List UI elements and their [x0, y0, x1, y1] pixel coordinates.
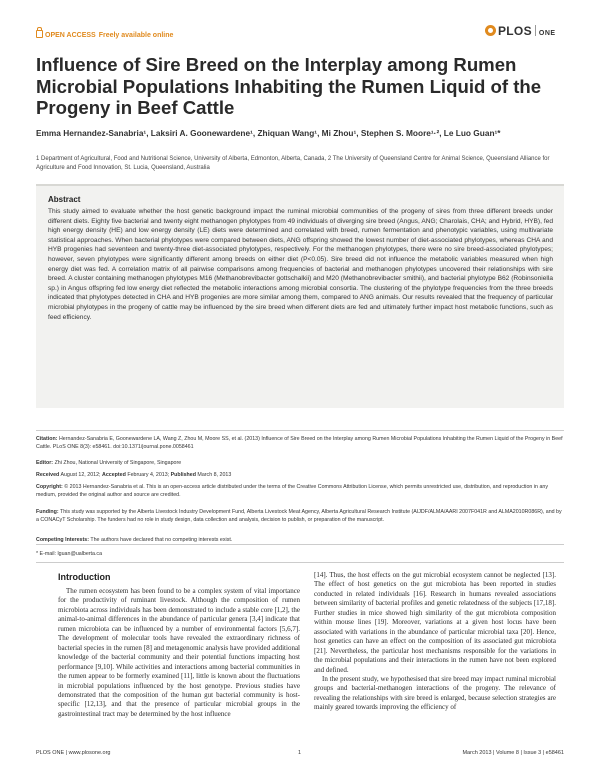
journal-suffix: ONE [538, 30, 556, 37]
open-access-label: OPEN ACCESS [45, 32, 96, 39]
copyright-text: © 2013 Hernandez-Sanabria et al. This is an open-access article distributed under the terms of the Creative Commons Attribution License, which permits unrestricted use, distribution, and reproduction in any medium, provided the original author and source are credited. [36, 484, 548, 498]
abstract-box [36, 184, 564, 408]
citation-text: Hernandez-Sanabria E, Goonewardene LA, Wang Z, Zhou M, Moore SS, et al. (2013) Influence of Sire Breed on the Interplay among Rumen Microbial Populations Inhabiting the Rumen Liquid of the Progeny in Beef Cattle. PLoS ONE 8(3): e58461. doi:10.1371/journal.pone.0058461 [36, 436, 563, 450]
plos-one-logo[interactable] [485, 22, 569, 36]
body-column-right [314, 571, 556, 713]
funding-label: Funding: [36, 509, 59, 515]
editor-label: Editor: [36, 460, 54, 466]
editor-text: Zhi Zhou, National University of Singapore, Singapore [54, 460, 182, 466]
open-access-banner[interactable] [36, 30, 173, 39]
logo-divider [535, 25, 536, 36]
footer-issue: March 2013 | Volume 8 | Issue 3 | e58461 [462, 750, 564, 756]
published-date: March 8, 2013 [197, 472, 232, 478]
author-list: Emma Hernandez-Sanabria¹, Laksiri A. Goonewardene¹, Zhiquan Wang¹, Mi Zhou¹, Stephen S. Moore¹·², Le Luo Guan¹* [36, 128, 501, 138]
divider [36, 430, 564, 431]
published-label: Published [170, 472, 196, 478]
article-title: Influence of Sire Breed on the Interplay among Rumen Microbial Populations Inhabiting the Rumen Liquid of the Progeny in Beef Cattle [36, 54, 542, 118]
competing-label: Competing Interests: [36, 537, 89, 543]
divider [36, 562, 564, 563]
paragraph: [14]. Thus, the host effects on the gut microbial ecosystem cannot be neglected [13]. The effect of host genetics on the gut microbiota has been reported in studies conducted in related individuals [16]. Research in humans revealed associations between similarity of bacterial profiles and genetic relatedness of the subjects [17,18]. Further studies in mice showed high similarity of the gut microbiota composition within mouse lines [19]. Moreover, variations at a given host locus have been associated with variations in the abundance of particular microbial taxa [20]. Hence, host genetics can have an effect on the composition of its associated gut microbiota [21]. Nevertheless, the particular host mechanisms responsible for the variations in the microbial populations and their interactions in the rumen have not been explored and defined. [314, 571, 556, 674]
paragraph: The rumen ecosystem has been found to be a complex system of vital importance for the productivity of ruminant livestock. Although the composition of rumen microbiota across individuals has been demonstrated to include a stable core [1,2], the animal-to-animal differences in the abundance of particular genera [3,4] indicate that rumen microbiota can be influenced by a number of environmental factors [5,6,7]. The development of molecular tools have revealed the extraordinary richness of bacterial species in the rumen [8] and metagenomic analysis have provided additional knowledge of the bacterial community and their potential functions impacting host performance [9,10]. While activities and interactions among bacterial communities in the rumen appear to be formerly examined [11], little is known about the fluctuations in microbial populations influenced by the host genotype. Previous studies have demonstrated that the composition of the human gut bacterial community is host-specific [12,13], and that the presence of particular microbial groups in the gastrointestinal tract may be determined by the host influence [58, 587, 300, 718]
copyright-label: Copyright: [36, 484, 63, 490]
abstract-text: This study aimed to evaluate whether the host genetic background impact the ruminal microbial communities of the progeny of sires from three different breeds under different diets. Eighty five bacterial and twenty eight methanogen phylotypes from 49 individuals of diverging sire breed (Angus, ANG; Charolais, CHA; and Hybrid, HYB), fed high energy density (HE) and low energy density (LE) diets were determined and correlated with breed, rumen fermentation and phenotypic variables, using multivariate statistical approaches. When bacterial phylotypes were compared between diets, ANG offspring showed the lowest number of diet-associated phylotypes, whereas CHA and HYB progenies had seventeen and twenty-three diet-associated phylotypes, respectively. For the methanogen phylotypes, there were no sire breed-associated phylotypes; however, seven phylotypes were significantly different among breeds on either diet (P<0.05). Sire breed did not influence the metabolic variables measured when high energy diet was fed. A correlation matrix of all pairwise comparisons among frequencies of bacterial and methanogen phylotypes uncovered their relationships with sire breed. A cluster containing methanogen phylotypes M16 (Methanobrevibacter gottschalkii) and M20 (Methanobrevibacter smithii), and bacterial phylotype B62 (Robinsoniella sp.) in Angus offspring fed low energy diet reflected the metabolic interactions among microbial consortia. The clustering of the phylotype frequencies from the three breeds indicated that phylotypes detected in CHA and HYB progenies are more similar among them, compared to ANG animals. Our results revealed that the frequency of particular microbial phylotypes in the progeny of cattle may be influenced by the sire breed when different diets are fed and ultimately further impact host metabolic functions, such as feed efficiency. [48, 208, 553, 321]
received-label: Received [36, 472, 60, 478]
competing-text: The authors have declared that no competing interests exist. [90, 537, 233, 543]
page-number: 1 [298, 750, 302, 756]
affiliations: 1 Department of Agricultural, Food and Nutritional Science, University of Alberta, Edmonton, Alberta, Canada, 2 The University of Queensland Centre for Animal Science, Queensland Alliance for Agriculture and Food Innovation, St. Lucia, Queensland, Australia [36, 156, 550, 171]
corresponding-email[interactable]: * E-mail: lguan@ualberta.ca [36, 551, 103, 557]
copyright [36, 484, 564, 500]
journal-name: PLOS [498, 24, 532, 38]
paragraph: In the present study, we hypothesised that sire breed may impact ruminal microbial groups and bacterial-methanogen interactions of the progeny. The relevance of revealing the relationships with sire breed is enlarged, because selection strategies are mainly geared towards improving the efficiency of [314, 674, 556, 712]
footer-journal[interactable]: PLOS ONE | www.plosone.org [36, 750, 111, 756]
funding-text: This study was supported by the Alberta Livestock Industry Development Fund, Alberta Livestock Meat Agency, Alberta Agricultural Research Institute (AIJDF/ALMA/AARI 2007F041R and ALMA2010R086R), and by a CONACyT Scholarship. The funders had no role in study design, data collection and analysis, decision to publish, or preparation of the manuscript. [36, 509, 562, 523]
accepted-label: Accepted [102, 472, 126, 478]
body-column-left [58, 587, 300, 719]
citation [36, 436, 564, 452]
accepted-date: February 4, 2013; [127, 472, 170, 478]
editor [36, 460, 564, 468]
funding [36, 509, 564, 525]
freely-available-label: Freely available online [98, 32, 174, 39]
dates [36, 472, 564, 480]
plos-logo-icon [485, 25, 496, 36]
introduction-heading: Introduction [58, 572, 111, 582]
abstract-heading: Abstract [48, 195, 81, 204]
competing-interests [36, 537, 564, 545]
citation-label: Citation: [36, 436, 58, 442]
received-date: August 12, 2012; [60, 472, 101, 478]
open-lock-icon [36, 30, 43, 38]
